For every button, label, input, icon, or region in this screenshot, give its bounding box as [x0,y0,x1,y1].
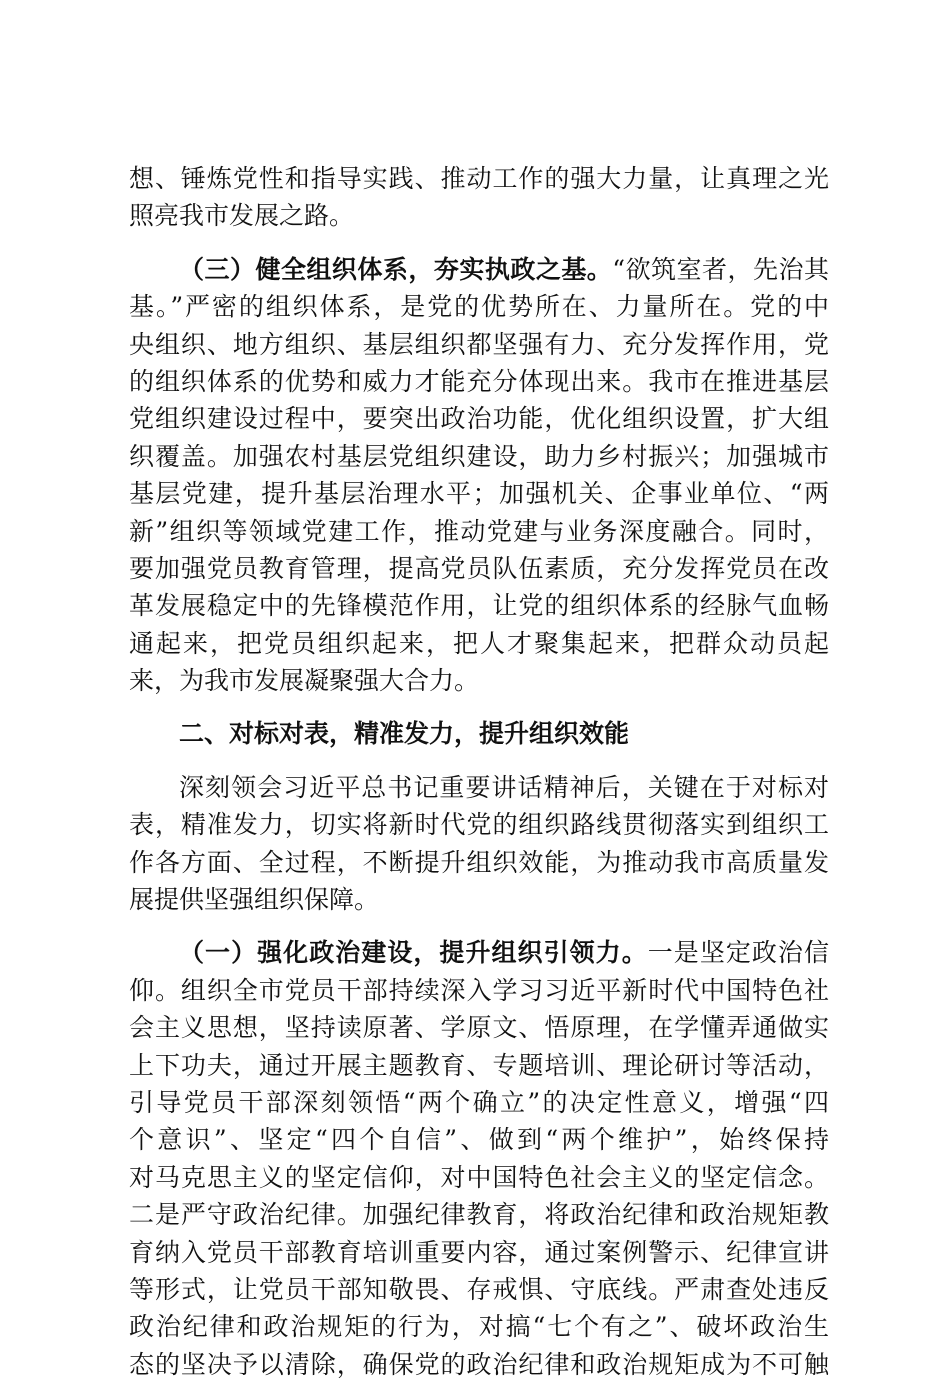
text-line: 对马克思主义的坚定信仰，对中国特色社会主义的坚定信念。 [129,1162,829,1192]
text-line: 想、锤炼党性和指导实践、推动工作的强大力量，让真理之光 [129,164,829,193]
text-line: 上下功夫，通过开展主题教育、专题培训、理论研讨等活动， [129,1050,829,1080]
text-line: 央组织、地方组织、基层组织都坚强有力、充分发挥作用，党 [129,329,829,359]
text-line: 新”组织等领域党建工作，推动党建与业务深度融合。同时， [129,516,829,546]
text-line: 织覆盖。加强农村基层党组织建设，助力乡村振兴；加强城市 [129,441,829,471]
text-line: 展提供坚强组织保障。 [129,885,380,915]
text-line: 引导党员干部深刻领悟“两个确立”的决定性意义，增强“四 [129,1087,829,1117]
text-line: 要加强党员教育管理，提高党员队伍素质，充分发挥党员在改 [129,553,829,583]
paragraph-political-construction [129,934,829,1383]
text-line: 党组织建设过程中，要突出政治功能，优化组织设置，扩大组 [129,404,829,434]
text-line: 等形式，让党员干部知敬畏、存戒惧、守底线。严肃查处违反 [129,1274,829,1304]
paragraph-intro [129,769,829,919]
subsection-heading: （一）强化政治建设，提升组织引领力。 [179,938,648,968]
text-line: 的组织体系的优势和威力才能充分体现出来。我市在推进基层 [129,366,829,396]
text-line: 仰。组织全市党员干部持续深入学习习近平新时代中国特色社 [129,975,829,1005]
text-line: 通起来，把党员组织起来，把人才聚集起来，把群众动员起 [129,628,829,658]
text-run: “欲筑室者，先治其 [612,254,829,284]
text-line: 深刻领会习近平总书记重要讲话精神后，关键在于对标对 [179,772,829,802]
text-line: 基。”严密的组织体系，是党的优势所在、力量所在。党的中 [129,292,829,322]
text-run: 一是坚定政治信 [647,938,829,968]
text-line [129,934,829,971]
text-line: 个意识”、坚定“四个自信”、做到“两个维护”，始终保持 [129,1125,829,1155]
text-line [129,251,829,288]
text-line: 育纳入党员干部教育培训重要内容，通过案例警示、纪律宣讲 [129,1237,829,1267]
subsection-heading: （三）健全组织体系，夯实执政之基。 [179,254,613,284]
text-line: 表，精准发力，切实将新时代党的组织路线贯彻落实到组织工 [129,810,829,840]
text-line: 作各方面、全过程，不断提升组织效能，为推动我市高质量发 [129,847,829,877]
paragraph-organization-system [129,251,829,700]
text-line: 基层党建，提升基层治理水平；加强机关、企事业单位、“两 [129,479,829,509]
text-line: 政治纪律和政治规矩的行为，对搞“七个有之”、破坏政治生 [129,1312,829,1342]
document-body [129,160,829,1383]
text-line: 来，为我市发展凝聚强大合力。 [129,666,480,696]
text-line: 态的坚决予以清除，确保党的政治纪律和政治规矩成为不可触 [129,1349,829,1379]
section-heading: 二、对标对表，精准发力，提升组织效能 [179,719,630,749]
text-line: 会主义思想，坚持读原著、学原文、悟原理，在学懂弄通做实 [129,1013,829,1043]
text-line: 照亮我市发展之路。 [129,201,355,231]
text-line: 二是严守政治纪律。加强纪律教育，将政治纪律和政治规矩教 [129,1200,829,1230]
text-line: 革发展稳定中的先锋模范作用，让党的组织体系的经脉气血畅 [129,591,829,621]
paragraph-continuation [129,160,829,235]
